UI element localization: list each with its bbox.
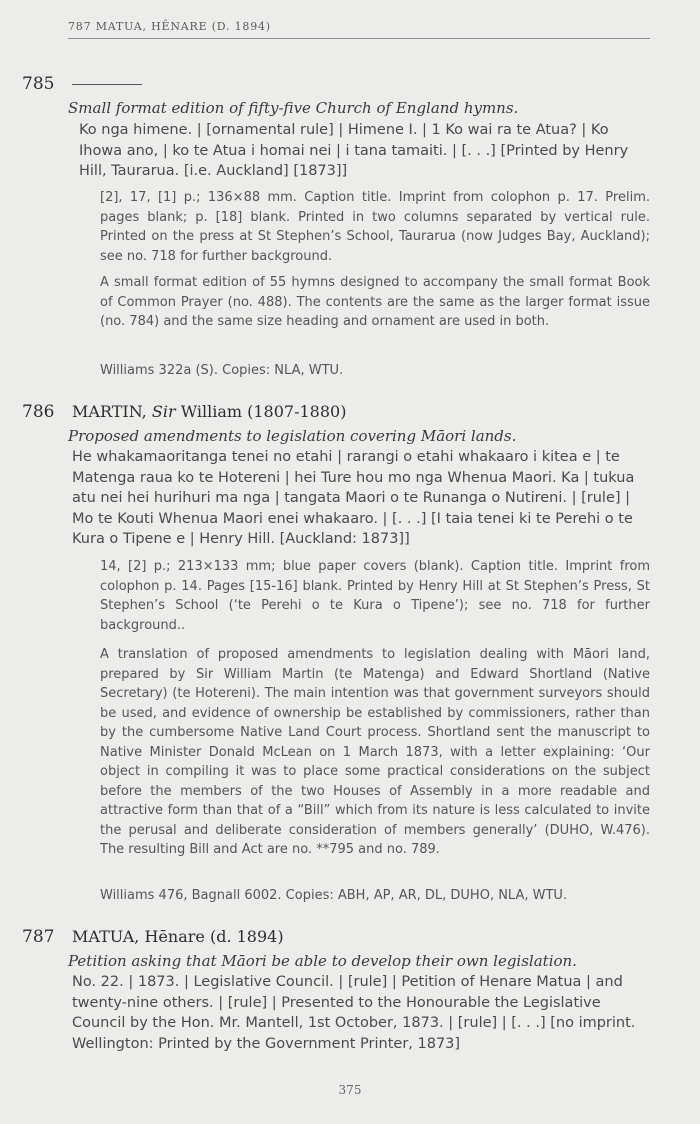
entry-number: 785 [22, 74, 55, 94]
title-transcript: No. 22. | 1873. | Legislative Council. | [rule] | Petition of Henare Matua | and twenty-nine others. | [rule] | Presented to the Honourable the Legislative Council by the Hon. Mr. Mantell, 1st October, 1873. | [rule] | [. . .] [no imprint. Wellington: Printed by the Government Printer, 1873] [72, 974, 636, 1052]
title-transcript: Ko nga himene. | [ornamental rule] | Himene I. | 1 Ko wai ra te Atua? | Ko Ihowa ano, | ko te Atua i homai nei | i tana tamaiti. | [. . .] [Printed by Henry Hill, Taurarua. [i.e. Auckland] [1873]] [79, 122, 629, 179]
author-forename: Hēnare [144, 927, 205, 946]
entry-note: A small format edition of 55 hymns designed to accompany the small format Book of Common Prayer (no. 488). The contents are the same as the larger format issue (no. 784) and the same size heading and ornament are used in both. [100, 275, 650, 329]
entry-title: Small format edition of fifty-five Church of England hymns. [68, 99, 519, 117]
page-number: 375 [338, 1083, 362, 1097]
author-heading [72, 402, 346, 421]
author-repeat-dash [72, 84, 142, 85]
references-copies: Williams 476, Bagnall 6002. Copies: ABH, AP, AR, DL, DUHO, NLA, WTU. [100, 888, 568, 903]
author-prefix: Sir [151, 402, 176, 421]
title-transcript: He whakamaoritanga tenei no etahi | rarangi o etahi whakaaro i kitea e | te Matenga raua ko te Hotereni | hei Ture hou mo nga Whenua Maori. Ka | tukua atu nei hei hurihuri ma nga | tangata Maori o te Runanga o Nutireni. | [rule] | Mo te Kouti Whenua Maori enei whakaaro. | [. . .] [I taia tenei ki te Perehi o te Kura o Tipene e | Henry Hill. [Auckland: 1873]] [72, 449, 635, 547]
author-surname: MARTIN, [72, 402, 147, 421]
physical-description: [2], 17, [1] p.; 136×88 mm. Caption title. Imprint from colophon p. 17. Prelim. pages blank; p. [18] blank. Printed in two columns separated by vertical rule. Printed on the press at St Stephen’s School, Taurarua (now Judges Bay, Auckland); see no. 718 for further background. [100, 190, 650, 264]
references-copies: Williams 322a (S). Copies: NLA, WTU. [100, 363, 344, 378]
author-surname: MATUA, [72, 927, 140, 946]
entry-number: 787 [22, 927, 55, 947]
entry-note: A translation of proposed amendments to legislation dealing with Māori land, prepared by Sir William Martin (te Matenga) and Edward Shortland (Native Secretary) (te Hotereni). The main intention was that government surveyors should be used, and evidence of ownership be established by commissioners, rather than by the cumbersome Native Land Court process. Shortland sent the manuscript to Native Minister Donald McLean on 1 March 1873, with a letter explaining: ‘Our object in compiling it was to place some practical considerations on the subject before the members of the two Houses of Assembly in a more readable and attractive form than that of a “Bill” which from its nature is less calculated to invite the perusal and deliberate consideration of members generally’ (DUHO, W.476). The resulting Bill and Act are no. **795 and no. 789. [100, 647, 650, 857]
entry-title: Petition asking that Māori be able to develop their own legislation. [68, 952, 577, 970]
author-dates: (d. 1894) [209, 927, 284, 946]
author-forename: William [180, 402, 243, 421]
author-heading [72, 927, 284, 946]
running-head: 787 MATUA, HÊNARE (D. 1894) [68, 20, 650, 39]
entry-number: 786 [22, 402, 55, 422]
physical-description: 14, [2] p.; 213×133 mm; blue paper covers (blank). Caption title. Imprint from colophon p. 14. Pages [15-16] blank. Printed by Henry Hill at St Stephen’s Press, St Stephen’s School (‘te Perehi o te Kura o Tipene’); see no. 718 for further background.. [100, 559, 650, 633]
author-dates: (1807-1880) [247, 402, 347, 421]
entry-title: Proposed amendments to legislation covering Māori lands. [68, 427, 517, 445]
